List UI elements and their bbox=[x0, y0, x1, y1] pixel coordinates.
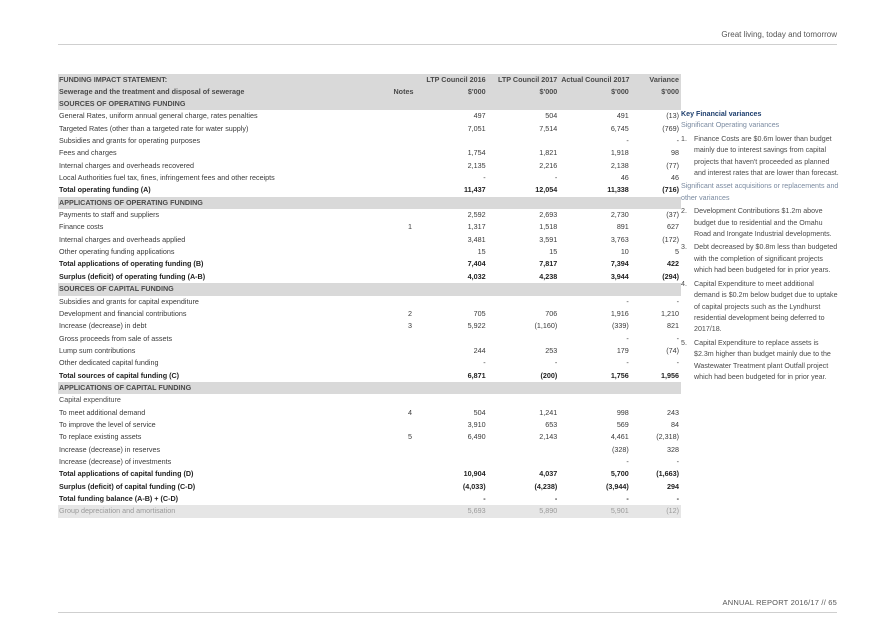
row-ltp2016 bbox=[414, 394, 488, 406]
row-variance: (13) bbox=[666, 111, 679, 121]
row-notes: 4 bbox=[407, 407, 412, 417]
row-notes bbox=[391, 382, 414, 394]
row-ltp2017 bbox=[488, 444, 560, 456]
col-notes-header: Notes bbox=[393, 87, 414, 96]
row-label: SOURCES OF CAPITAL FUNDING bbox=[58, 283, 391, 295]
row-variance: 294 bbox=[667, 481, 679, 491]
row-ltp2017: - bbox=[554, 358, 558, 368]
capital-variances-heading: Significant asset acquisitions or replacements and other variances bbox=[681, 182, 839, 202]
row-variance: - bbox=[676, 333, 679, 343]
row-variance: 84 bbox=[671, 419, 679, 429]
row-actual2017: 491 bbox=[616, 111, 629, 121]
section-header-row bbox=[58, 283, 681, 295]
row-actual2017: (328) bbox=[612, 444, 629, 454]
row-variance: - bbox=[676, 136, 679, 146]
total-row bbox=[58, 468, 681, 480]
col-actual2017-unit: $'000 bbox=[559, 86, 631, 98]
table-row bbox=[58, 333, 681, 345]
row-notes bbox=[391, 370, 414, 382]
row-notes bbox=[391, 172, 414, 184]
variances-title: Key Financial variances bbox=[681, 110, 762, 118]
row-ltp2017: (200) bbox=[540, 370, 558, 380]
row-ltp2017: - bbox=[554, 494, 558, 503]
row-variance bbox=[631, 283, 681, 295]
col-ltp2017-unit: $'000 bbox=[488, 86, 560, 98]
row-actual2017 bbox=[559, 394, 631, 406]
row-actual2017: - bbox=[626, 333, 629, 343]
col-actual2017-header: Actual Council 2017 bbox=[561, 75, 630, 84]
row-label: Gross proceeds from sale of assets bbox=[59, 333, 173, 343]
row-notes bbox=[391, 345, 414, 357]
row-label: Total funding balance (A-B) + (C-D) bbox=[59, 494, 179, 503]
row-actual2017: 10 bbox=[620, 247, 629, 257]
row-variance: 98 bbox=[671, 148, 679, 158]
row-variance bbox=[631, 382, 681, 394]
col-ltp2016-header: LTP Council 2016 bbox=[414, 74, 488, 86]
row-ltp2017: 504 bbox=[545, 111, 558, 121]
row-variance: (12) bbox=[631, 505, 681, 517]
row-ltp2017: 4,037 bbox=[539, 469, 558, 479]
row-label: Capital expenditure bbox=[59, 395, 121, 405]
row-actual2017: 569 bbox=[616, 419, 629, 429]
row-actual2017: - bbox=[626, 494, 629, 503]
row-ltp2016: 11,437 bbox=[464, 185, 486, 195]
table-row bbox=[58, 246, 681, 258]
row-ltp2016: 7,051 bbox=[467, 123, 486, 133]
row-variance: (172) bbox=[662, 234, 679, 244]
variance-note-number: 1. bbox=[681, 134, 687, 143]
row-ltp2016: 4,032 bbox=[467, 271, 486, 281]
row-label: Total sources of capital funding (C) bbox=[59, 370, 180, 380]
row-ltp2017: 15 bbox=[549, 247, 558, 257]
table-row bbox=[58, 221, 681, 233]
row-actual2017: (339) bbox=[612, 321, 629, 331]
section-header-row bbox=[58, 197, 681, 209]
row-ltp2017: 4,238 bbox=[539, 271, 558, 281]
header-rule bbox=[58, 44, 837, 45]
row-label: Increase (decrease) in debt bbox=[59, 321, 147, 331]
row-notes: 1 bbox=[407, 222, 412, 232]
row-ltp2016: 1,317 bbox=[467, 222, 486, 232]
row-variance: (1,663) bbox=[656, 469, 679, 479]
row-actual2017 bbox=[559, 98, 631, 110]
row-actual2017: 5,901 bbox=[559, 505, 631, 517]
row-ltp2017 bbox=[488, 197, 560, 209]
row-ltp2016: - bbox=[483, 358, 486, 368]
row-ltp2017: 1,241 bbox=[539, 407, 558, 417]
row-ltp2016: 504 bbox=[473, 407, 486, 417]
row-ltp2016: 3,910 bbox=[467, 419, 486, 429]
row-notes bbox=[391, 160, 414, 172]
row-notes bbox=[391, 184, 414, 196]
variance-note-number: 5. bbox=[681, 338, 687, 347]
row-ltp2016: 705 bbox=[473, 308, 486, 318]
row-variance: - bbox=[676, 494, 679, 503]
row-label: Finance costs bbox=[59, 222, 104, 232]
row-actual2017: 11,338 bbox=[607, 185, 629, 195]
table-row bbox=[58, 172, 681, 184]
row-ltp2017: 653 bbox=[545, 419, 558, 429]
row-ltp2017: 12,054 bbox=[535, 185, 558, 195]
row-notes: 5 bbox=[407, 432, 412, 442]
row-ltp2017: 2,216 bbox=[539, 160, 558, 170]
table-row bbox=[58, 431, 681, 443]
row-actual2017: 2,138 bbox=[610, 160, 629, 170]
row-notes bbox=[391, 505, 414, 517]
row-ltp2016 bbox=[414, 444, 488, 456]
total-row bbox=[58, 370, 681, 382]
row-ltp2016 bbox=[414, 296, 488, 308]
row-label: Subsidies and grants for operating purposes bbox=[59, 136, 201, 146]
total-row bbox=[58, 271, 681, 283]
row-ltp2016: (4,033) bbox=[462, 481, 486, 491]
row-label: General Rates, uniform annual general charge, rates penalties bbox=[59, 111, 258, 121]
table-row bbox=[58, 419, 681, 431]
row-label: Surplus (deficit) of operating funding (A-B) bbox=[59, 271, 206, 281]
row-label: Surplus (deficit) of capital funding (C-D) bbox=[59, 481, 196, 491]
row-ltp2017 bbox=[488, 135, 560, 147]
row-variance: 1,956 bbox=[661, 370, 679, 380]
row-actual2017: 998 bbox=[616, 407, 629, 417]
row-ltp2016: 15 bbox=[477, 247, 486, 257]
row-notes bbox=[391, 234, 414, 246]
row-notes: 2 bbox=[407, 308, 412, 318]
section-header-row bbox=[58, 98, 681, 110]
row-actual2017: 5,700 bbox=[610, 469, 629, 479]
row-variance bbox=[631, 197, 681, 209]
variance-note bbox=[681, 242, 839, 276]
row-actual2017: 3,944 bbox=[610, 271, 629, 281]
col-ltp2017-header: LTP Council 2017 bbox=[488, 74, 560, 86]
row-label: Increase (decrease) in reserves bbox=[59, 444, 161, 454]
row-actual2017: 1,918 bbox=[610, 148, 629, 158]
operating-variances-heading: Significant Operating variances bbox=[681, 121, 780, 130]
row-ltp2017: 7,817 bbox=[539, 259, 558, 269]
row-ltp2017 bbox=[488, 98, 560, 110]
row-variance: - bbox=[676, 358, 679, 368]
section-header-row bbox=[58, 382, 681, 394]
row-notes bbox=[391, 394, 414, 406]
variance-note-text: Debt decreased by $0.8m less than budgeted with the completion of significant projects which had been budgeted for in prior years. bbox=[694, 243, 838, 275]
row-ltp2017: 253 bbox=[545, 345, 558, 355]
row-variance: 243 bbox=[667, 407, 679, 417]
row-ltp2017: 1,821 bbox=[539, 148, 558, 158]
table-row bbox=[58, 345, 681, 357]
row-ltp2017: 1,518 bbox=[539, 222, 558, 232]
row-ltp2016: - bbox=[483, 173, 486, 183]
table-title: FUNDING IMPACT STATEMENT: bbox=[58, 74, 391, 86]
table-row bbox=[58, 135, 681, 147]
table-row bbox=[58, 357, 681, 369]
row-actual2017: 6,745 bbox=[610, 123, 629, 133]
total-row bbox=[58, 493, 681, 505]
row-ltp2016: 6,490 bbox=[467, 432, 486, 442]
row-variance: 328 bbox=[667, 444, 679, 454]
row-actual2017 bbox=[559, 382, 631, 394]
row-ltp2016: 1,754 bbox=[467, 148, 486, 158]
row-label: Total operating funding (A) bbox=[59, 185, 151, 195]
total-row bbox=[58, 481, 681, 493]
row-notes bbox=[391, 110, 414, 122]
row-ltp2017: 706 bbox=[545, 308, 558, 318]
row-ltp2017: 7,514 bbox=[539, 123, 558, 133]
row-ltp2017: 3,591 bbox=[539, 234, 558, 244]
row-ltp2017 bbox=[488, 333, 560, 345]
table-row bbox=[58, 308, 681, 320]
row-ltp2016 bbox=[414, 283, 488, 295]
row-variance: (2,318) bbox=[656, 432, 679, 442]
variance-note bbox=[681, 338, 839, 384]
row-actual2017: 1,756 bbox=[610, 370, 629, 380]
row-ltp2017 bbox=[488, 456, 560, 468]
row-ltp2016: 2,592 bbox=[467, 210, 486, 220]
row-actual2017: (3,944) bbox=[606, 481, 629, 491]
row-notes bbox=[391, 468, 414, 480]
total-row bbox=[58, 258, 681, 270]
table-row bbox=[58, 234, 681, 246]
row-notes bbox=[391, 197, 414, 209]
row-label: Internal charges and overheads applied bbox=[59, 234, 186, 244]
table-row bbox=[58, 209, 681, 221]
row-ltp2017: (4,238) bbox=[534, 481, 558, 491]
row-label: To replace existing assets bbox=[59, 432, 142, 442]
row-notes bbox=[391, 283, 414, 295]
row-ltp2016: 2,135 bbox=[467, 160, 486, 170]
table-row bbox=[58, 505, 681, 517]
row-actual2017: 7,394 bbox=[610, 259, 629, 269]
row-ltp2017: - bbox=[554, 173, 558, 183]
row-label: Development and financial contributions bbox=[59, 308, 187, 318]
row-actual2017: - bbox=[626, 136, 629, 146]
row-actual2017 bbox=[559, 283, 631, 295]
row-label: Increase (decrease) of investments bbox=[59, 456, 172, 466]
row-variance: 1,210 bbox=[661, 308, 679, 318]
row-actual2017: 1,916 bbox=[610, 308, 629, 318]
row-notes bbox=[391, 444, 414, 456]
table-row bbox=[58, 320, 681, 332]
row-ltp2016 bbox=[414, 382, 488, 394]
row-ltp2016 bbox=[414, 456, 488, 468]
row-variance: - bbox=[676, 456, 679, 466]
row-notes bbox=[391, 246, 414, 258]
row-label: APPLICATIONS OF CAPITAL FUNDING bbox=[58, 382, 391, 394]
row-ltp2016 bbox=[414, 333, 488, 345]
row-label: SOURCES OF OPERATING FUNDING bbox=[58, 98, 391, 110]
row-label: To meet additional demand bbox=[59, 407, 146, 417]
variance-note-text: Development Contributions $1.2m above budget due to residential and the Omahu Road and Irongate Industrial developments. bbox=[694, 207, 832, 239]
variance-note-text: Finance Costs are $0.6m lower than budget mainly due to interest savings from capital projects that haven't proceeded as planned and interest rates that are lower than forecast. bbox=[694, 134, 839, 178]
row-variance bbox=[631, 98, 681, 110]
row-ltp2016: 497 bbox=[473, 111, 486, 121]
row-ltp2016: 244 bbox=[473, 345, 486, 355]
total-row bbox=[58, 184, 681, 196]
row-ltp2016: 7,404 bbox=[467, 259, 486, 269]
row-actual2017: 891 bbox=[616, 222, 629, 232]
row-variance: (769) bbox=[662, 123, 679, 133]
table-row bbox=[58, 110, 681, 122]
row-variance: (37) bbox=[666, 210, 679, 220]
row-actual2017: - bbox=[626, 456, 629, 466]
table-row bbox=[58, 147, 681, 159]
row-notes bbox=[391, 123, 414, 135]
row-notes bbox=[391, 296, 414, 308]
footer-rule bbox=[58, 612, 837, 613]
row-ltp2017: 5,890 bbox=[488, 505, 560, 517]
table-row bbox=[58, 444, 681, 456]
row-ltp2017 bbox=[488, 283, 560, 295]
row-notes bbox=[391, 98, 414, 110]
variance-note-number: 3. bbox=[681, 243, 687, 252]
row-actual2017: - bbox=[626, 358, 629, 368]
row-notes bbox=[391, 147, 414, 159]
funding-impact-table bbox=[58, 74, 681, 518]
table-row bbox=[58, 160, 681, 172]
row-notes bbox=[391, 333, 414, 345]
variance-note bbox=[681, 206, 839, 240]
col-variance-header: Variance bbox=[631, 74, 681, 86]
variance-note-text: Capital Expenditure to meet additional demand is $0.2m below budget due to uptake of capital projects such as the Lyndhurst residential development being deferred to 2017/18. bbox=[694, 279, 838, 334]
row-ltp2017 bbox=[488, 382, 560, 394]
col-variance-unit: $'000 bbox=[631, 86, 681, 98]
row-variance: 821 bbox=[667, 321, 679, 331]
col-ltp2016-unit: $'000 bbox=[414, 86, 488, 98]
row-ltp2017 bbox=[488, 394, 560, 406]
row-ltp2016: 5,922 bbox=[467, 321, 486, 331]
table-subtitle: Sewerage and the treatment and disposal of sewerage bbox=[58, 86, 391, 98]
row-ltp2016 bbox=[414, 135, 488, 147]
row-label: Lump sum contributions bbox=[59, 345, 136, 355]
row-label: Payments to staff and suppliers bbox=[59, 210, 160, 220]
key-variances-panel bbox=[681, 109, 839, 385]
operating-notes bbox=[681, 134, 839, 180]
variance-note-text: Capital Expenditure to replace assets is $2.3m higher than budget mainly due to the Wastewater Treatment plant Outfall project which had been budgeted for in prior year. bbox=[694, 338, 831, 381]
row-actual2017: 3,763 bbox=[610, 234, 629, 244]
row-label: Internal charges and overheads recovered bbox=[59, 160, 195, 170]
row-variance: 5 bbox=[675, 247, 679, 257]
row-variance: 46 bbox=[671, 173, 679, 183]
variance-note bbox=[681, 279, 839, 336]
page-footer: ANNUAL REPORT 2016/17 // 65 bbox=[722, 598, 837, 607]
row-ltp2017: 2,143 bbox=[539, 432, 558, 442]
table-row bbox=[58, 296, 681, 308]
row-actual2017: 2,730 bbox=[610, 210, 629, 220]
row-variance bbox=[631, 394, 681, 406]
row-ltp2017: 2,693 bbox=[539, 210, 558, 220]
row-label: Local Authorities fuel tax, fines, infringement fees and other receipts bbox=[59, 173, 275, 183]
variance-note bbox=[681, 134, 839, 180]
row-ltp2017: (1,160) bbox=[534, 321, 558, 331]
row-notes bbox=[391, 481, 414, 493]
row-ltp2017 bbox=[488, 296, 560, 308]
row-ltp2016: 3,481 bbox=[467, 234, 486, 244]
row-label: Group depreciation and amortisation bbox=[58, 505, 391, 517]
row-label: APPLICATIONS OF OPERATING FUNDING bbox=[58, 197, 391, 209]
row-variance: 627 bbox=[667, 222, 679, 232]
row-variance: (77) bbox=[666, 160, 679, 170]
row-label: Other dedicated capital funding bbox=[59, 358, 159, 368]
row-actual2017: 4,461 bbox=[610, 432, 629, 442]
row-notes bbox=[391, 271, 414, 283]
row-notes bbox=[391, 258, 414, 270]
row-actual2017: 46 bbox=[620, 173, 629, 183]
row-ltp2016: 5,693 bbox=[414, 505, 488, 517]
row-label: Subsidies and grants for capital expenditure bbox=[59, 296, 199, 306]
page-tagline: Great living, today and tomorrow bbox=[721, 30, 837, 39]
row-ltp2016: - bbox=[483, 494, 486, 503]
row-label: Targeted Rates (other than a targeted rate for water supply) bbox=[59, 123, 249, 133]
row-actual2017: - bbox=[626, 296, 629, 306]
row-ltp2016 bbox=[414, 98, 488, 110]
row-notes bbox=[391, 357, 414, 369]
row-notes: 3 bbox=[407, 321, 412, 331]
row-label: Total applications of capital funding (D) bbox=[59, 469, 194, 479]
row-ltp2016 bbox=[414, 197, 488, 209]
variance-note-number: 4. bbox=[681, 279, 687, 288]
table-row bbox=[58, 123, 681, 135]
row-variance: 422 bbox=[667, 259, 679, 269]
row-ltp2016: 10,904 bbox=[463, 469, 486, 479]
row-ltp2016: 6,871 bbox=[467, 370, 486, 380]
row-label: Total applications of operating funding (B) bbox=[59, 259, 204, 269]
row-variance: (294) bbox=[662, 271, 679, 281]
table-row bbox=[58, 394, 681, 406]
row-actual2017 bbox=[559, 197, 631, 209]
row-notes bbox=[391, 419, 414, 431]
row-label: To improve the level of service bbox=[59, 419, 156, 429]
row-notes bbox=[391, 493, 414, 505]
row-variance: - bbox=[676, 296, 679, 306]
row-notes bbox=[391, 209, 414, 221]
row-label: Fees and charges bbox=[59, 148, 117, 158]
row-variance: (716) bbox=[662, 185, 679, 195]
row-notes bbox=[391, 456, 414, 468]
row-label: Other operating funding applications bbox=[59, 247, 175, 257]
table-row bbox=[58, 407, 681, 419]
table-row bbox=[58, 456, 681, 468]
variance-note-number: 2. bbox=[681, 207, 687, 216]
row-notes bbox=[391, 135, 414, 147]
row-variance: (74) bbox=[666, 345, 679, 355]
capital-notes bbox=[681, 206, 839, 383]
row-actual2017: 179 bbox=[616, 345, 629, 355]
